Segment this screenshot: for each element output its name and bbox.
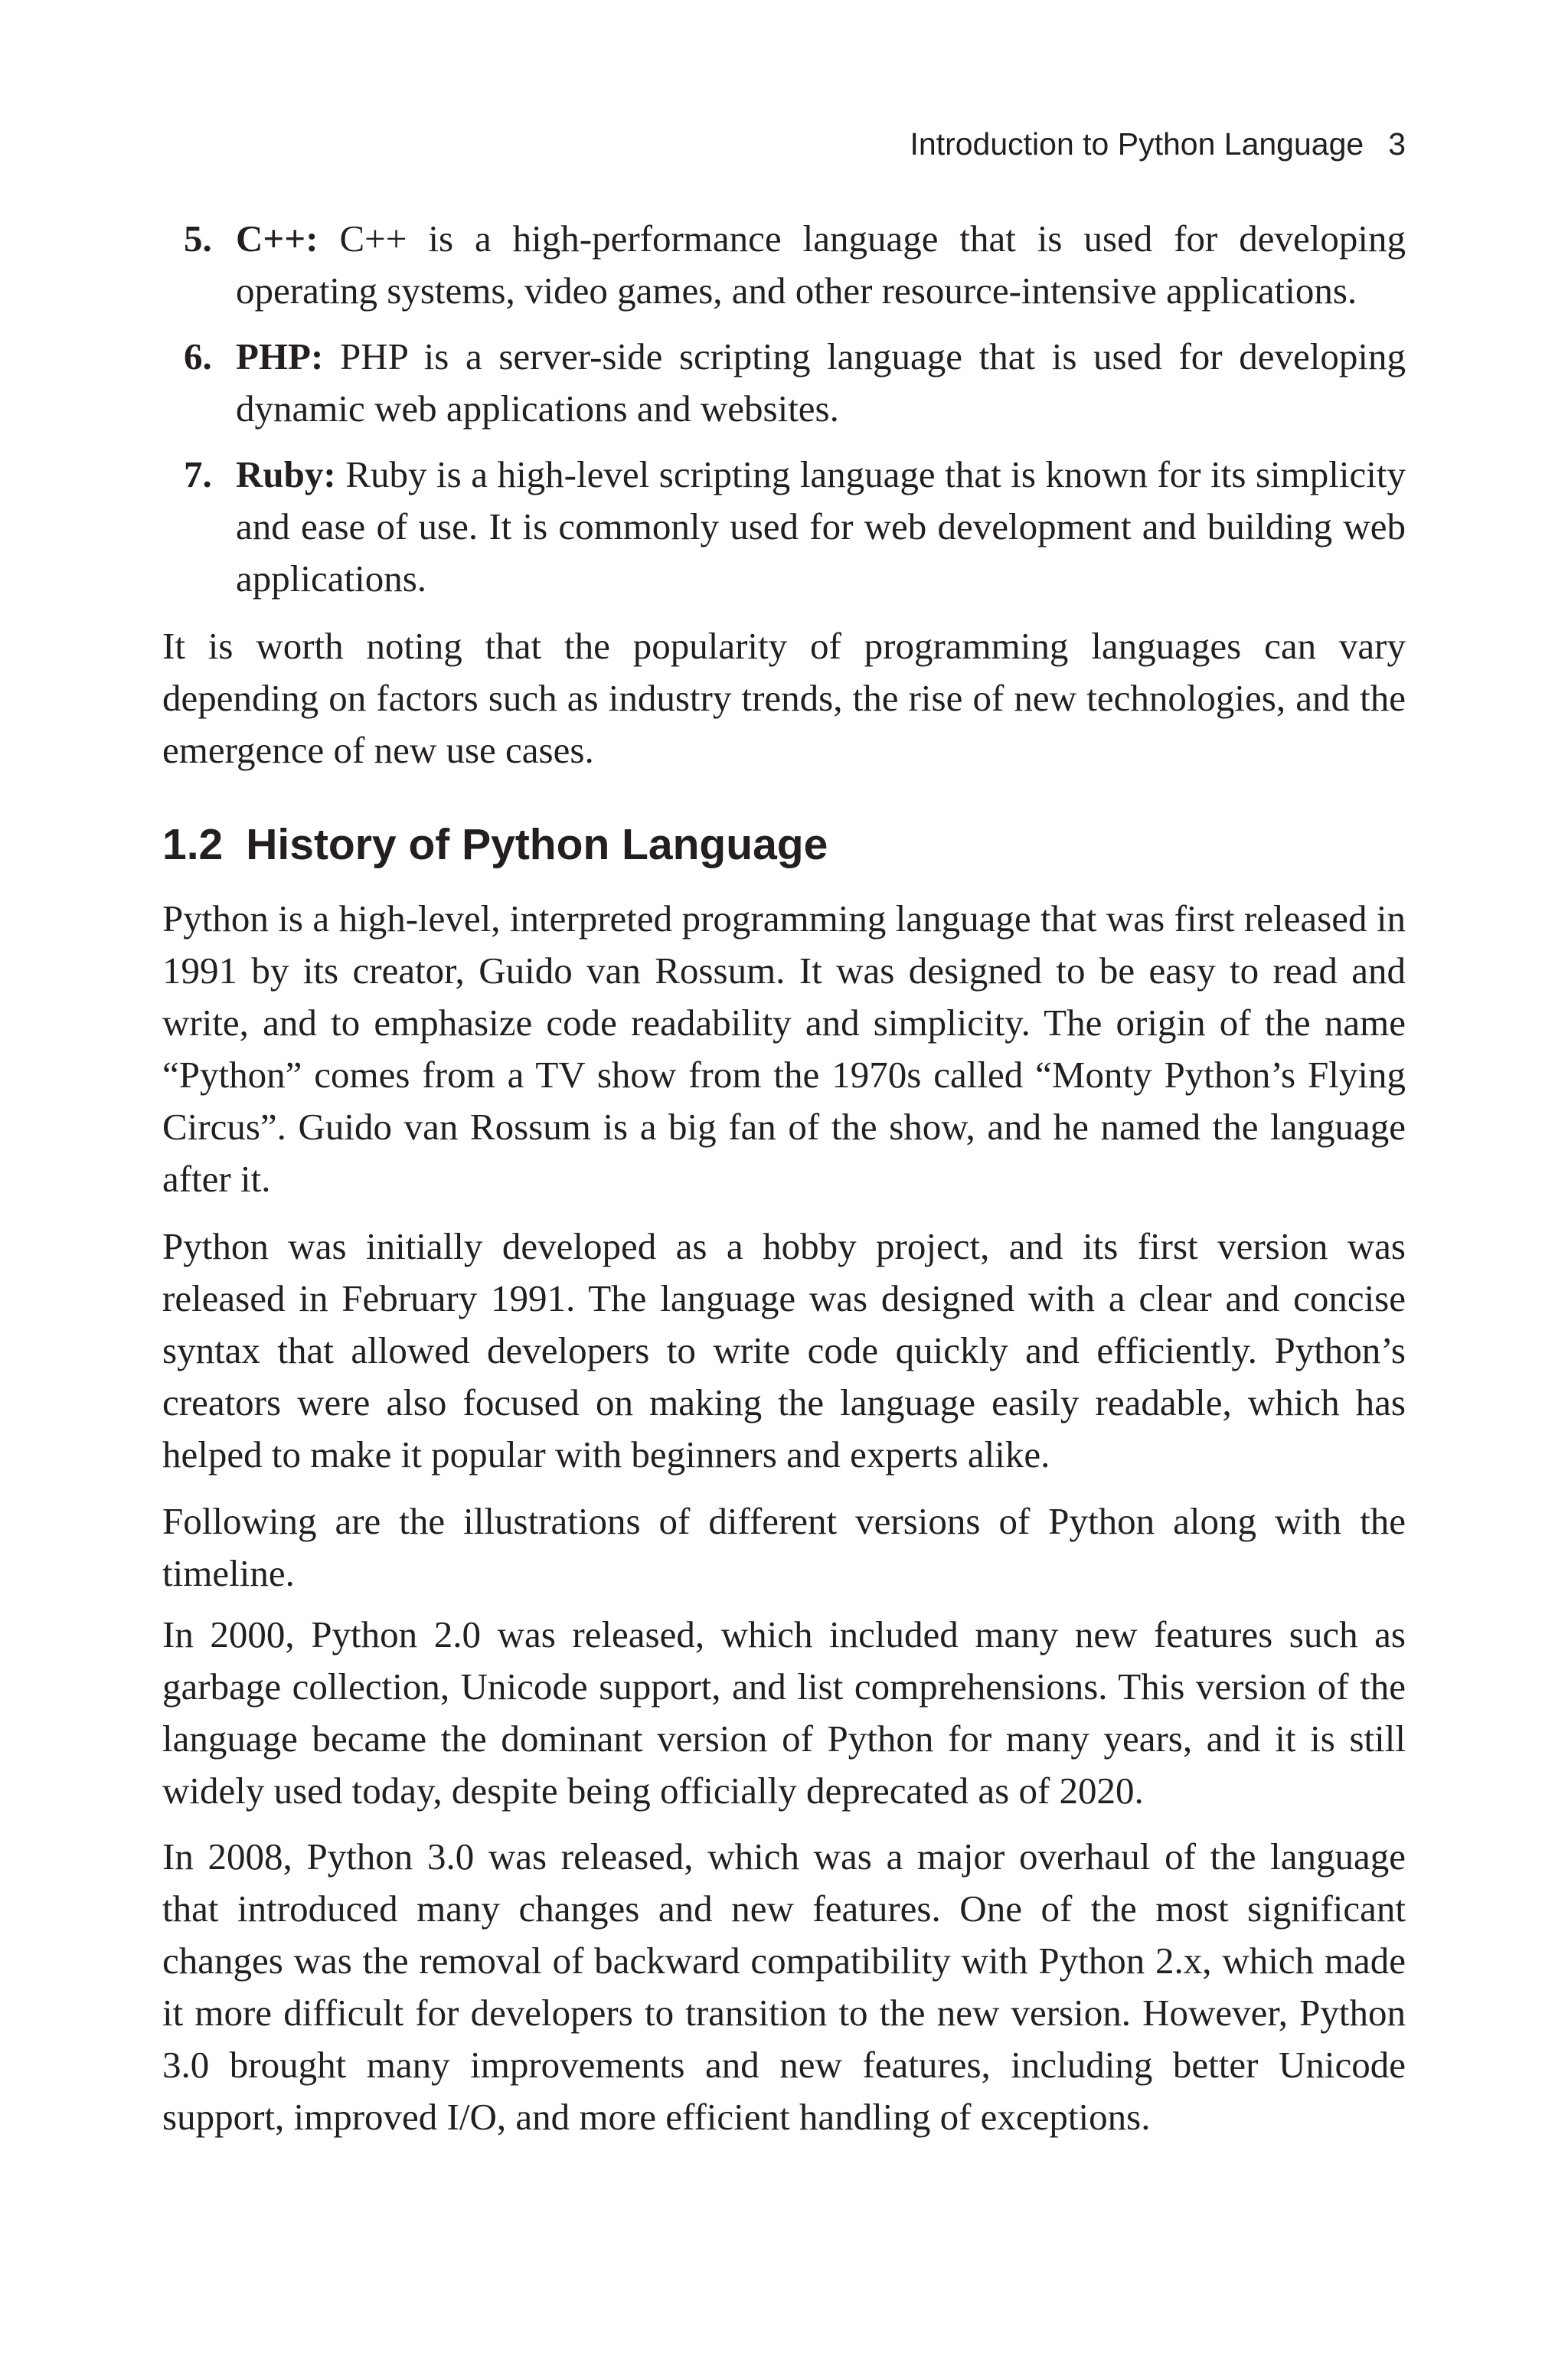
list-item-number: 5. [184, 217, 212, 260]
list-item-text: Ruby is a high-level scripting language that is known for its simplicity and ease of use. It is commonly used for web development and building web applications. [236, 453, 1406, 600]
body-paragraph-5: In 2008, Python 3.0 was released, which was a major overhaul of the language that introduced many changes and new features. One of the most significant changes was the removal of backward compatibility with Python 2.x, which made it more difficult for developers to transition to the new version. However, Python 3.0 brought many improvements and new features, including better Unicode support, improved I/O, and more efficient handling of exceptions. [162, 1835, 1406, 2138]
body-paragraph-1: Python is a high-level, interpreted programming language that was first released in 1991 by its creator, Guido van Rossum. It was designed to be easy to read and write, and to emphasize code readability and simplicity. The origin of the name “Python” comes from a TV show from the 1970s called “Monty Python’s Flying Circus”. Guido van Rossum is a big fan of the show, and he named the language after it. [162, 897, 1406, 1200]
body-paragraph-2: Python was initially developed as a hobby project, and its first version was released in February 1991. The language was designed with a clear and concise syntax that allowed developers to write code quickly and efficiently. Python’s creators were also focused on making the language easily readable, which has helped to make it popular with beginners and experts alike. [162, 1225, 1406, 1476]
list-item-number: 7. [184, 453, 212, 495]
section-number: 1.2 [162, 820, 224, 869]
page-number: 3 [1388, 126, 1406, 162]
section-title: History of Python Language [246, 820, 828, 869]
section-heading [162, 818, 828, 871]
running-title: Introduction to Python Language [910, 126, 1364, 162]
list-item-number: 6. [184, 335, 212, 377]
body-paragraph-4: In 2000, Python 2.0 was released, which included many new features such as garbage collection, Unicode support, and list comprehensions. This version of the language became the dominant version of Python for many years, and it is still widely used today, despite being officially deprecated as of 2020. [162, 1613, 1406, 1812]
list-item-cpp [184, 213, 1406, 317]
running-header [910, 123, 1406, 165]
list-item-php [184, 331, 1406, 435]
list-item-term: C++: [236, 217, 318, 260]
list-item-term: PHP: [236, 335, 324, 377]
intro-paragraph: It is worth noting that the popularity of programming languages can vary depending on factors such as industry trends, the rise of new technologies, and the emergence of new use cases. [162, 625, 1406, 771]
list-item-term: Ruby: [236, 453, 336, 495]
body-paragraph-3: Following are the illustrations of different versions of Python along with the timeline. [162, 1500, 1406, 1594]
list-item-text: C++ is a high-performance language that is used for developing operating systems, video games, and other resource-intensive applications. [236, 217, 1406, 312]
list-item-ruby [184, 449, 1406, 605]
list-item-text: PHP is a server-side scripting language that is used for developing dynamic web applications and websites. [236, 335, 1406, 430]
